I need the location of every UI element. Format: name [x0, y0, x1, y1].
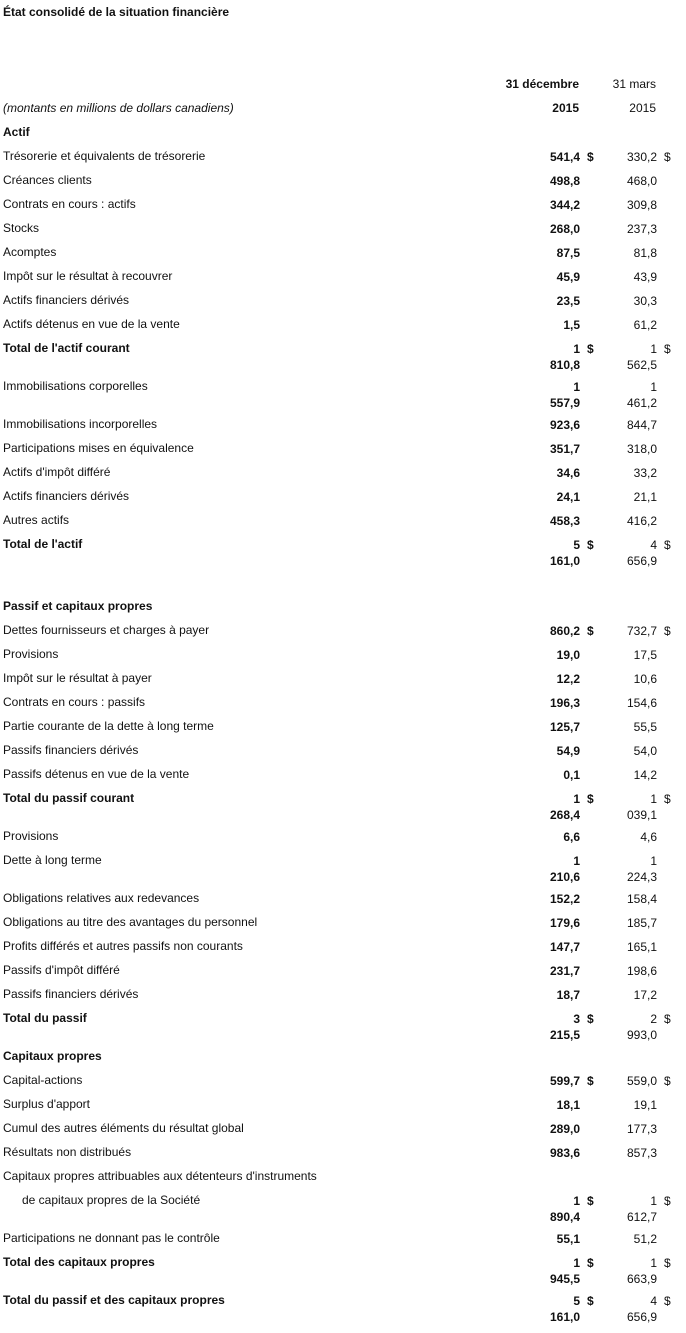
- value-march-line: 55,5: [633, 720, 657, 734]
- value-december-line: 24,1: [556, 490, 580, 504]
- row-label: Profits différés et autres passifs non courants: [3, 939, 243, 953]
- value-march: [627, 623, 657, 639]
- value-march: [627, 417, 657, 433]
- value-december-line: 344,2: [549, 198, 580, 212]
- value-december-line: 161,0: [549, 554, 580, 568]
- value-march: [627, 891, 657, 907]
- value-march: [627, 695, 657, 711]
- value-december-line: 498,8: [549, 174, 580, 188]
- value-march: [627, 1145, 657, 1161]
- row-label: Contrats en cours : actifs: [3, 197, 136, 211]
- value-march: [627, 791, 657, 823]
- row-label: Trésorerie et équivalents de trésorerie: [3, 149, 206, 163]
- row-label: Capitaux propres attribuables aux détenteurs d'instruments: [3, 1169, 317, 1183]
- value-march: [634, 489, 657, 505]
- value-december-line: 1: [573, 342, 580, 356]
- value-march-line: 21,1: [633, 490, 657, 504]
- value-december: [550, 221, 580, 237]
- value-march-line: 1: [650, 380, 657, 394]
- row-label: Participations ne donnant pas le contrôle: [3, 1231, 220, 1245]
- value-december-line: 6,6: [563, 830, 580, 844]
- row-label: Autres actifs: [3, 513, 70, 527]
- amounts-note: (montants en millions de dollars canadiens): [3, 101, 234, 115]
- value-march-line: 54,0: [633, 744, 657, 758]
- value-march-line: 51,2: [633, 1232, 657, 1246]
- value-march-line: 14,2: [633, 768, 657, 782]
- value-march: [640, 829, 657, 845]
- value-december-line: 268,4: [549, 808, 580, 822]
- row-label: Impôt sur le résultat à recouvrer: [3, 269, 173, 283]
- value-march: [627, 915, 657, 931]
- value-march: [634, 1231, 657, 1247]
- value-december: [557, 465, 580, 481]
- value-december-line: 945,5: [549, 1272, 580, 1286]
- value-december-line: 5: [573, 1294, 580, 1308]
- row-label: Total des capitaux propres: [3, 1255, 155, 1269]
- value-march-line: 224,3: [626, 870, 657, 884]
- value-december-line: 1: [573, 1256, 580, 1270]
- value-march: [634, 671, 657, 687]
- value-december: [557, 1231, 580, 1247]
- value-march: [627, 1011, 657, 1043]
- value-december: [550, 1145, 580, 1161]
- value-december: [557, 489, 580, 505]
- value-december: [550, 173, 580, 189]
- value-december: [550, 1073, 580, 1089]
- value-december-line: 1: [573, 854, 580, 868]
- value-march-line: 732,7: [626, 624, 657, 638]
- row-label: Actifs financiers dérivés: [3, 489, 130, 503]
- row-label: Total du passif et des capitaux propres: [3, 1293, 225, 1307]
- value-march: [634, 647, 657, 663]
- value-december: [557, 245, 580, 261]
- value-december: [557, 987, 580, 1003]
- row-label: Surplus d'apport: [3, 1097, 91, 1111]
- value-march-line: 185,7: [626, 916, 657, 930]
- value-march-line: 17,5: [633, 648, 657, 662]
- value-march-line: 4: [650, 1294, 657, 1308]
- value-december: [557, 671, 580, 687]
- currency-march: $: [664, 1294, 671, 1308]
- value-december: [550, 891, 580, 907]
- currency-december: $: [587, 1012, 594, 1026]
- value-march: [627, 197, 657, 213]
- value-december-line: 890,4: [549, 1210, 580, 1224]
- value-march-line: 318,0: [626, 442, 657, 456]
- statement-row: [0, 1193, 686, 1233]
- statement-row: [0, 853, 686, 893]
- row-label: Provisions: [3, 647, 59, 661]
- value-march-line: 17,2: [633, 988, 657, 1002]
- value-march: [627, 537, 657, 569]
- statement-row: [0, 341, 686, 381]
- row-label: Provisions: [3, 829, 59, 843]
- value-march: [634, 269, 657, 285]
- value-march-line: 1: [650, 854, 657, 868]
- value-december-line: 351,7: [549, 442, 580, 456]
- value-december-line: 196,3: [549, 696, 580, 710]
- value-march-line: 33,2: [633, 466, 657, 480]
- row-label: Participations mises en équivalence: [3, 441, 194, 455]
- currency-december: $: [587, 1194, 594, 1208]
- row-label: Dette à long terme: [3, 853, 102, 867]
- value-december-line: 289,0: [549, 1122, 580, 1136]
- value-march: [627, 1073, 657, 1089]
- currency-march: $: [664, 538, 671, 552]
- value-december-line: 87,5: [556, 246, 580, 260]
- value-december: [550, 1293, 580, 1325]
- value-december: [550, 149, 580, 165]
- value-december-line: 541,4: [549, 150, 580, 164]
- row-label: Immobilisations incorporelles: [3, 417, 158, 431]
- value-december-line: 983,6: [549, 1146, 580, 1160]
- currency-december: $: [587, 1256, 594, 1270]
- value-december-line: 19,0: [556, 648, 580, 662]
- value-march-line: 10,6: [633, 672, 657, 686]
- value-march: [627, 173, 657, 189]
- statement-row: [0, 1255, 686, 1295]
- value-march: [627, 1293, 657, 1325]
- value-march-line: 1: [650, 342, 657, 356]
- row-label: Passifs détenus en vue de la vente: [3, 767, 190, 781]
- row-label: Total du passif courant: [3, 791, 135, 805]
- value-december-line: 161,0: [549, 1310, 580, 1324]
- value-march-line: 993,0: [626, 1028, 657, 1042]
- currency-december: $: [587, 1294, 594, 1308]
- currency-december: $: [587, 1074, 594, 1088]
- row-label: Actifs d'impôt différé: [3, 465, 111, 479]
- value-december: [550, 939, 580, 955]
- value-march-line: 1: [650, 1194, 657, 1208]
- value-march: [634, 317, 657, 333]
- row-label: Obligations relatives aux redevances: [3, 891, 200, 905]
- value-march: [627, 379, 657, 411]
- value-march-line: 039,1: [626, 808, 657, 822]
- value-march-line: 461,2: [626, 396, 657, 410]
- value-december: [550, 963, 580, 979]
- currency-december: $: [587, 150, 594, 164]
- value-december-line: 215,5: [549, 1028, 580, 1042]
- row-label: Passifs financiers dérivés: [3, 987, 139, 1001]
- value-december: [557, 647, 580, 663]
- value-march-line: 656,9: [626, 1310, 657, 1324]
- value-december-line: 34,6: [556, 466, 580, 480]
- value-march: [627, 221, 657, 237]
- value-december: [550, 1121, 580, 1137]
- value-december: [550, 1193, 580, 1225]
- value-march: [634, 743, 657, 759]
- value-december: [550, 537, 580, 569]
- value-december-line: 268,0: [549, 222, 580, 236]
- value-december-line: 458,3: [549, 514, 580, 528]
- value-march: [634, 1097, 657, 1113]
- value-march: [634, 293, 657, 309]
- value-december-line: 179,6: [549, 916, 580, 930]
- value-march: [627, 149, 657, 165]
- row-label: Passifs d'impôt différé: [3, 963, 120, 977]
- value-march: [634, 465, 657, 481]
- value-december: [557, 269, 580, 285]
- value-march: [627, 441, 657, 457]
- value-december: [550, 695, 580, 711]
- value-march-line: 4: [650, 538, 657, 552]
- value-december: [550, 623, 580, 639]
- value-december: [557, 743, 580, 759]
- value-december-line: 12,2: [556, 672, 580, 686]
- value-march-line: 416,2: [626, 514, 657, 528]
- value-march-line: 237,3: [626, 222, 657, 236]
- value-december: [550, 341, 580, 373]
- row-label: Passifs financiers dérivés: [3, 743, 139, 757]
- value-december-line: 1: [573, 1194, 580, 1208]
- currency-march: $: [664, 1256, 671, 1270]
- value-december: [550, 719, 580, 735]
- value-december-line: 18,7: [556, 988, 580, 1002]
- currency-march: $: [664, 1012, 671, 1026]
- value-december: [550, 513, 580, 529]
- value-march: [627, 963, 657, 979]
- value-december-line: 557,9: [549, 396, 580, 410]
- row-label: Immobilisations corporelles: [3, 379, 148, 393]
- row-label: Dettes fournisseurs et charges à payer: [3, 623, 210, 637]
- value-december: [550, 441, 580, 457]
- statement-row: [0, 537, 686, 577]
- currency-march: $: [664, 1194, 671, 1208]
- value-december: [550, 1011, 580, 1043]
- value-march: [627, 1255, 657, 1287]
- value-march: [634, 987, 657, 1003]
- value-march-line: 198,6: [626, 964, 657, 978]
- row-label: Actifs détenus en vue de la vente: [3, 317, 180, 331]
- row-label: Capital-actions: [3, 1073, 83, 1087]
- currency-december: $: [587, 342, 594, 356]
- row-label: Obligations au titre des avantages du personnel: [3, 915, 258, 929]
- value-december: [563, 317, 580, 333]
- value-december-line: 18,1: [556, 1098, 580, 1112]
- value-march: [627, 939, 657, 955]
- value-december-line: 599,7: [549, 1074, 580, 1088]
- statement-row: [0, 1011, 686, 1051]
- currency-march: $: [664, 342, 671, 356]
- column-year-december: 2015: [552, 101, 579, 115]
- row-label: Acomptes: [3, 245, 57, 259]
- value-march-line: 158,4: [626, 892, 657, 906]
- row-label: Total du passif: [3, 1011, 87, 1025]
- value-december-line: 152,2: [549, 892, 580, 906]
- value-december-line: 923,6: [549, 418, 580, 432]
- value-march-line: 844,7: [626, 418, 657, 432]
- value-march-line: 562,5: [626, 358, 657, 372]
- row-label: Contrats en cours : passifs: [3, 695, 146, 709]
- value-march: [634, 719, 657, 735]
- value-december-line: 5: [573, 538, 580, 552]
- value-march: [627, 853, 657, 885]
- value-december-line: 1: [573, 792, 580, 806]
- row-label: de capitaux propres de la Société: [22, 1193, 201, 1207]
- value-december: [550, 417, 580, 433]
- value-march-line: 309,8: [626, 198, 657, 212]
- row-label: Actifs financiers dérivés: [3, 293, 130, 307]
- value-march: [627, 341, 657, 373]
- value-december: [557, 293, 580, 309]
- value-december-line: 231,7: [549, 964, 580, 978]
- row-label: Total de l'actif: [3, 537, 83, 551]
- value-march-line: 1: [650, 1256, 657, 1270]
- value-december-line: 0,1: [563, 768, 580, 782]
- currency-december: $: [587, 624, 594, 638]
- row-label: Créances clients: [3, 173, 92, 187]
- value-december: [557, 1097, 580, 1113]
- value-december-line: 23,5: [556, 294, 580, 308]
- value-march-line: 177,3: [626, 1122, 657, 1136]
- value-december-line: 125,7: [549, 720, 580, 734]
- page-title: État consolidé de la situation financière: [3, 5, 230, 19]
- value-march-line: 154,6: [626, 696, 657, 710]
- value-march-line: 81,8: [633, 246, 657, 260]
- value-march-line: 559,0: [626, 1074, 657, 1088]
- value-december-line: 860,2: [549, 624, 580, 638]
- value-december: [563, 829, 580, 845]
- value-december-line: 45,9: [556, 270, 580, 284]
- row-label: Actif: [3, 125, 30, 139]
- value-march-line: 4,6: [640, 830, 657, 844]
- value-march-line: 30,3: [633, 294, 657, 308]
- value-march-line: 43,9: [633, 270, 657, 284]
- currency-march: $: [664, 150, 671, 164]
- value-december: [550, 197, 580, 213]
- row-label: Cumul des autres éléments du résultat global: [3, 1121, 244, 1135]
- value-march-line: 61,2: [633, 318, 657, 332]
- value-december: [550, 1255, 580, 1287]
- value-march-line: 612,7: [626, 1210, 657, 1224]
- value-december: [550, 791, 580, 823]
- row-label: Impôt sur le résultat à payer: [3, 671, 152, 685]
- value-december-line: 147,7: [549, 940, 580, 954]
- value-march: [634, 245, 657, 261]
- row-label: Résultats non distribués: [3, 1145, 132, 1159]
- currency-march: $: [664, 792, 671, 806]
- value-december-line: 55,1: [556, 1232, 580, 1246]
- value-december-line: 1: [573, 380, 580, 394]
- currency-march: $: [664, 624, 671, 638]
- value-december: [563, 767, 580, 783]
- value-march-line: 468,0: [626, 174, 657, 188]
- value-march: [627, 1193, 657, 1225]
- row-label: Stocks: [3, 221, 40, 235]
- value-march-line: 330,2: [626, 150, 657, 164]
- row-label: Capitaux propres: [3, 1049, 102, 1063]
- value-december-line: 210,6: [549, 870, 580, 884]
- currency-december: $: [587, 538, 594, 552]
- statement-row: [0, 791, 686, 831]
- row-label: Total de l'actif courant: [3, 341, 130, 355]
- value-march-line: 857,3: [626, 1146, 657, 1160]
- statement-row: [0, 379, 686, 419]
- value-march: [627, 513, 657, 529]
- currency-december: $: [587, 792, 594, 806]
- value-march-line: 165,1: [626, 940, 657, 954]
- column-header-march: 31 mars: [612, 77, 656, 91]
- value-december: [550, 853, 580, 885]
- value-march-line: 19,1: [633, 1098, 657, 1112]
- value-march-line: 656,9: [626, 554, 657, 568]
- column-year-march: 2015: [629, 101, 656, 115]
- row-label: Partie courante de la dette à long terme: [3, 719, 214, 733]
- value-december-line: 54,9: [556, 744, 580, 758]
- column-header-december: 31 décembre: [505, 77, 579, 91]
- value-december: [550, 915, 580, 931]
- statement-row: [0, 1293, 686, 1333]
- value-december-line: 1,5: [563, 318, 580, 332]
- row-label: Passif et capitaux propres: [3, 599, 153, 613]
- value-december-line: 810,8: [549, 358, 580, 372]
- value-march-line: 663,9: [626, 1272, 657, 1286]
- value-december: [550, 379, 580, 411]
- currency-march: $: [664, 1074, 671, 1088]
- value-march-line: 1: [650, 792, 657, 806]
- value-march-line: 2: [650, 1012, 657, 1026]
- value-december-line: 3: [573, 1012, 580, 1026]
- value-march: [627, 1121, 657, 1137]
- value-march: [634, 767, 657, 783]
